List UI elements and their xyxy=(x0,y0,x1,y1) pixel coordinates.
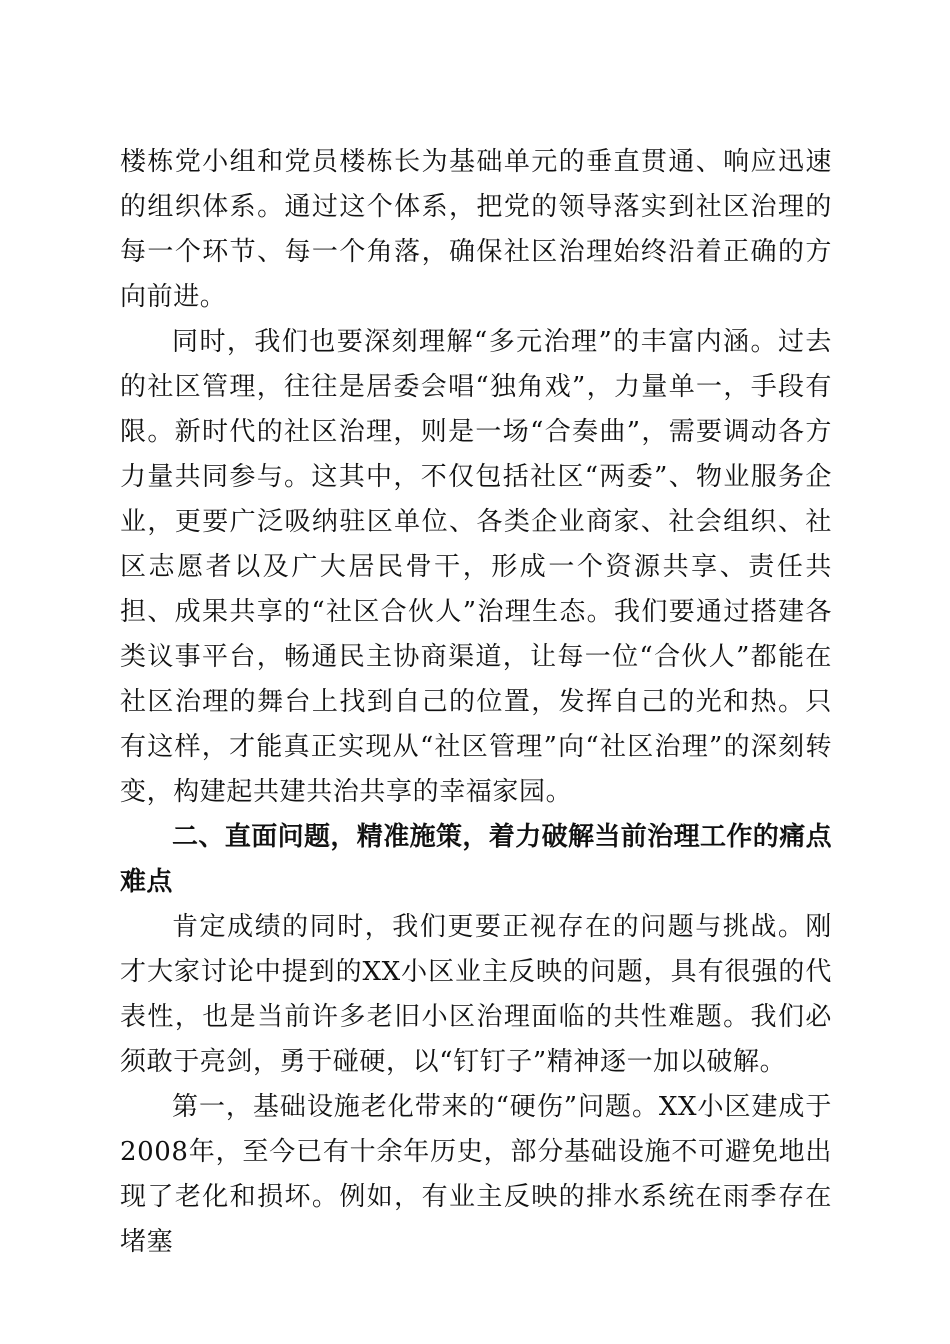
paragraph-3: 肯定成绩的同时，我们更要正视存在的问题与挑战。刚才大家讨论中提到的XX小区业主反映的问题，具有很强的代表性，也是当前许多老旧小区治理面临的共性难题。我们必须敢于亮剑，勇于碰硬，以“钉钉子”精神逐一加以破解。 xyxy=(120,912,832,1077)
paragraph-4: 第一，基础设施老化带来的“硬伤”问题。XX小区建成于2008年，至今已有十余年历史，部分基础设施不可避免地出现了老化和损坏。例如，有业主反映的排水系统在雨季存在堵塞 xyxy=(120,1092,832,1257)
paragraph-2: 同时，我们也要深刻理解“多元治理”的丰富内涵。过去的社区管理，往往是居委会唱“独角戏”，力量单一，手段有限。新时代的社区治理，则是一场“合奏曲”，需要调动各方力量共同参与。这其中，不仅包括社区“两委”、物业服务企业，更要广泛吸纳驻区单位、各类企业商家、社会组织、社区志愿者以及广大居民骨干，形成一个资源共享、责任共担、成果共享的“社区合伙人”治理生态。我们要通过搭建各类议事平台，畅通民主协商渠道，让每一位“合伙人”都能在社区治理的舞台上找到自己的位置，发挥自己的光和热。只有这样，才能真正实现从“社区管理”向“社区治理”的深刻转变，构建起共建共治共享的幸福家园。 xyxy=(120,327,832,807)
paragraph-1: 楼栋党小组和党员楼栋长为基础单元的垂直贯通、响应迅速的组织体系。通过这个体系，把党的领导落实到社区治理的每一个环节、每一个角落，确保社区治理始终沿着正确的方向前进。 xyxy=(120,147,832,312)
section-heading: 二、直面问题，精准施策，着力破解当前治理工作的痛点难点 xyxy=(120,822,833,897)
document-body xyxy=(120,140,832,1265)
